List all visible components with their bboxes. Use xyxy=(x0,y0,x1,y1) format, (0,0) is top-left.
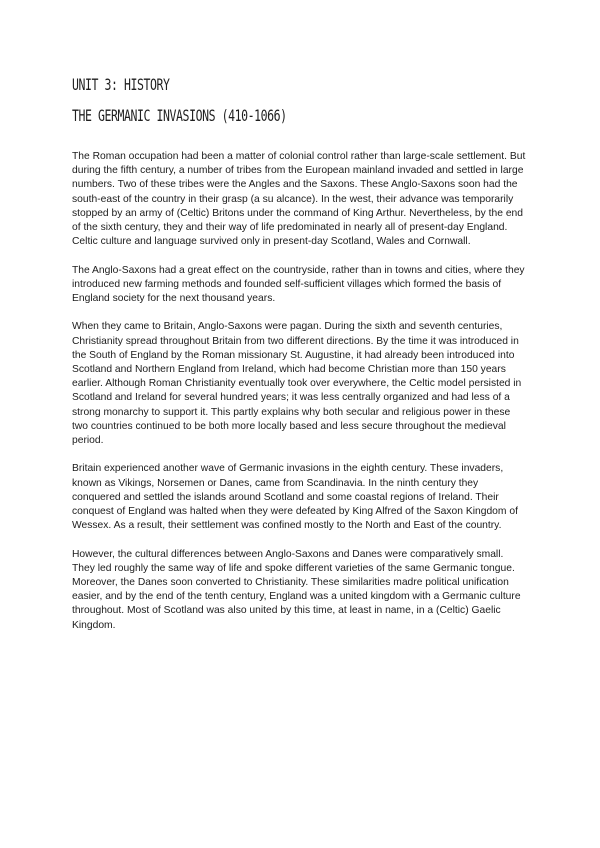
paragraph-christianity: When they came to Britain, Anglo-Saxons were pagan. During the sixth and seventh centuries, Christianity spread throughout Britain from two different directions. By the time it was introduced in the South of England by the Roman missionary St. Augustine, it had already been introduced into Scotland and Northern England from Ireland, which had become Christian more than 150 years earlier. Although Roman Christianity eventually took over everywhere, the Celtic model persisted in Scotland and Ireland for several hundred years; it was less centrally organized and had less of a strong monarchy to support it. This partly explains why both secular and religious power in these two countries continued to be both more locally based and less secure throughout the medieval period. xyxy=(72,321,522,447)
paragraph-cultural-differences: However, the cultural differences between Anglo-Saxons and Danes were comparatively small. They led roughly the same way of life and spoke different varieties of the same Germanic tongue. Moreover, the Danes soon converted to Christianity. These similarities madre political unification easier, and by the end of the tenth century, England was a united kingdom with a Germanic culture throughout. Most of Scotland was also united by this time, at least in name, in a (Celtic) Gaelic Kingdom. xyxy=(72,548,521,631)
unit-title: UNIT 3: HISTORY xyxy=(72,75,170,94)
paragraph-viking-invasions: Britain experienced another wave of Germanic invasions in the eighth century. These invaders, known as Vikings, Norsemen or Danes, came from Scandinavia. In the ninth century they conquered and settled the islands around Scotland and some coastal regions of Ireland. Their conquest of England was halted when they were defeated by King Alfred of the Saxon Kingdom of Wessex. As a result, their settlement was confined mostly to the North and East of the country. xyxy=(72,463,518,532)
paragraph-countryside: The Anglo-Saxons had a great effect on the countryside, rather than in towns and cities, where they introduced new farming methods and founded self-sufficient villages which formed the basis of England society for the next thousand years. xyxy=(72,264,525,305)
paragraph-anglo-saxon-settlement: The Roman occupation had been a matter of colonial control rather than large-scale settlement. But during the fifth century, a number of tribes from the European mainland invaded and settled in large numbers. Two of these tribes were the Angles and the Saxons. These Anglo-Saxons soon had the south-east of the country in their grasp (a su alcance). In the west, their advance was temporarily stopped by an army of (Celtic) Britons under the command of King Arthur. Nevertheless, by the end of the sixth century, they and their way of life predominated in nearly all of present-day England. Celtic culture and language survived only in present-day Scotland, Wales and Cornwall. xyxy=(72,151,526,248)
section-title: THE GERMANIC INVASIONS (410-1066) xyxy=(72,106,287,125)
body-text xyxy=(72,150,528,647)
